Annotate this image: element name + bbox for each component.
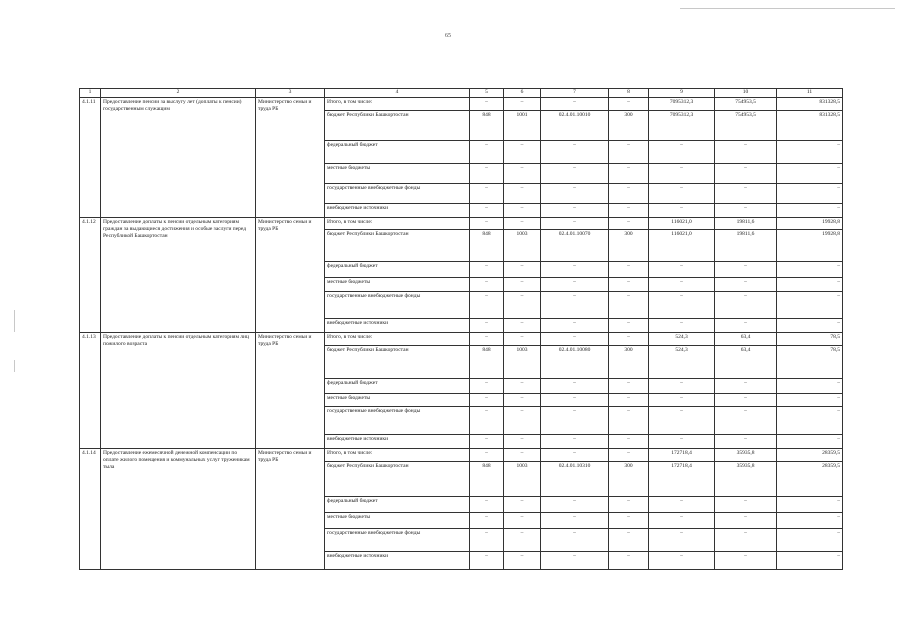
column-number-cell: 7 (541, 89, 609, 98)
value-cell-c5: – (470, 497, 504, 513)
value-cell-c5: – (470, 434, 504, 448)
value-cell-c7: 02.4.01.10310 (541, 462, 609, 497)
funding-source-cell: федеральный бюджет (325, 497, 470, 513)
value-cell-c11: 28359,5 (777, 462, 843, 497)
value-cell-c9: 524,3 (649, 332, 715, 346)
value-cell-c10: – (715, 318, 777, 332)
value-cell-c5: – (470, 407, 504, 434)
value-cell-c8: – (609, 448, 649, 462)
value-cell-c6: 1003 (504, 462, 541, 497)
value-cell-c7: – (541, 407, 609, 434)
value-cell-c11: 19928,8 (777, 217, 843, 230)
value-cell-c6: – (504, 140, 541, 163)
value-cell-c9: – (649, 551, 715, 569)
value-cell-c11: – (777, 140, 843, 163)
value-cell-c9: – (649, 184, 715, 204)
value-cell-c11: – (777, 379, 843, 394)
column-number-row (80, 89, 843, 98)
value-cell-c11: – (777, 163, 843, 183)
table-row (80, 97, 843, 111)
value-cell-c8: – (609, 163, 649, 183)
value-cell-c6: – (504, 379, 541, 394)
value-cell-c8: – (609, 184, 649, 204)
executor-cell: Министерство семьи и труда РБ (256, 448, 325, 569)
value-cell-c10: – (715, 204, 777, 218)
funding-source-cell: бюджет Республики Башкортостан (325, 111, 470, 141)
value-cell-c7: 02.4.01.10080 (541, 346, 609, 379)
value-cell-c7: – (541, 528, 609, 551)
value-cell-c8: – (609, 512, 649, 528)
value-cell-c5: – (470, 291, 504, 318)
value-cell-c5: – (470, 512, 504, 528)
table-row (80, 332, 843, 346)
item-name-cell: Предоставление доплаты к пенсии отдельным категориям лиц пожилого возраста (101, 332, 256, 448)
funding-source-cell: государственные внебюджетные фонды (325, 184, 470, 204)
value-cell-c6: 1003 (504, 230, 541, 262)
value-cell-c7: – (541, 512, 609, 528)
top-rule (680, 8, 895, 9)
value-cell-c6: – (504, 262, 541, 278)
value-cell-c7: – (541, 291, 609, 318)
value-cell-c10: 35935,8 (715, 448, 777, 462)
value-cell-c11: 78,5 (777, 346, 843, 379)
value-cell-c6: 1003 (504, 346, 541, 379)
value-cell-c6: – (504, 184, 541, 204)
value-cell-c10: – (715, 379, 777, 394)
value-cell-c9: 7095312,3 (649, 111, 715, 141)
value-cell-c7: – (541, 332, 609, 346)
item-name-cell: Предоставление ежемесячной денежной компенсации по оплате жилого помещения и коммунальных услуг труженикам тыла (101, 448, 256, 569)
value-cell-c5: – (470, 332, 504, 346)
value-cell-c7: 02.4.01.10070 (541, 230, 609, 262)
value-cell-c9: 116021,0 (649, 217, 715, 230)
value-cell-c5: – (470, 262, 504, 278)
column-number-cell: 8 (609, 89, 649, 98)
value-cell-c8: – (609, 97, 649, 111)
value-cell-c8: 300 (609, 346, 649, 379)
value-cell-c5: – (470, 277, 504, 291)
value-cell-c6: – (504, 497, 541, 513)
value-cell-c6: 1001 (504, 111, 541, 141)
column-number-cell: 6 (504, 89, 541, 98)
funding-source-cell: внебюджетные источники (325, 318, 470, 332)
item-code-cell: 4.1.13 (80, 332, 101, 448)
value-cell-c11: – (777, 528, 843, 551)
value-cell-c9: 172718,4 (649, 448, 715, 462)
value-cell-c6: – (504, 551, 541, 569)
value-cell-c11: – (777, 497, 843, 513)
value-cell-c10: – (715, 497, 777, 513)
funding-source-cell: внебюджетные источники (325, 551, 470, 569)
value-cell-c10: – (715, 262, 777, 278)
value-cell-c5: – (470, 184, 504, 204)
value-cell-c7: – (541, 393, 609, 407)
funding-source-cell: Итого, в том числе: (325, 97, 470, 111)
item-code-cell: 4.1.11 (80, 97, 101, 217)
value-cell-c10: – (715, 407, 777, 434)
value-cell-c10: – (715, 551, 777, 569)
value-cell-c5: 848 (470, 111, 504, 141)
value-cell-c7: – (541, 434, 609, 448)
value-cell-c6: – (504, 393, 541, 407)
value-cell-c7: – (541, 551, 609, 569)
funding-source-cell: Итого, в том числе: (325, 448, 470, 462)
value-cell-c9: – (649, 528, 715, 551)
value-cell-c9: – (649, 512, 715, 528)
value-cell-c5: – (470, 140, 504, 163)
value-cell-c8: 300 (609, 462, 649, 497)
value-cell-c6: – (504, 217, 541, 230)
value-cell-c11: – (777, 291, 843, 318)
funding-source-cell: внебюджетные источники (325, 434, 470, 448)
value-cell-c9: – (649, 393, 715, 407)
value-cell-c10: – (715, 184, 777, 204)
column-number-cell: 3 (256, 89, 325, 98)
value-cell-c7: – (541, 379, 609, 394)
value-cell-c8: – (609, 393, 649, 407)
value-cell-c10: – (715, 528, 777, 551)
value-cell-c9: – (649, 277, 715, 291)
value-cell-c5: – (470, 97, 504, 111)
value-cell-c10: – (715, 434, 777, 448)
value-cell-c11: 831328,5 (777, 111, 843, 141)
value-cell-c7: – (541, 277, 609, 291)
value-cell-c10: – (715, 163, 777, 183)
funding-source-cell: местные бюджеты (325, 277, 470, 291)
value-cell-c8: – (609, 379, 649, 394)
value-cell-c6: – (504, 163, 541, 183)
funding-source-cell: внебюджетные источники (325, 204, 470, 218)
value-cell-c10: 63,4 (715, 332, 777, 346)
value-cell-c9: – (649, 291, 715, 318)
value-cell-c5: – (470, 528, 504, 551)
value-cell-c6: – (504, 448, 541, 462)
value-cell-c9: 524,3 (649, 346, 715, 379)
column-number-cell: 1 (80, 89, 101, 98)
value-cell-c11: – (777, 434, 843, 448)
column-number-cell: 5 (470, 89, 504, 98)
value-cell-c7: – (541, 448, 609, 462)
value-cell-c6: – (504, 407, 541, 434)
value-cell-c8: – (609, 551, 649, 569)
value-cell-c9: 7095312,3 (649, 97, 715, 111)
value-cell-c11: 28359,5 (777, 448, 843, 462)
value-cell-c5: 848 (470, 346, 504, 379)
executor-cell: Министерство семьи и труда РБ (256, 97, 325, 217)
value-cell-c9: – (649, 140, 715, 163)
value-cell-c8: – (609, 497, 649, 513)
value-cell-c9: – (649, 434, 715, 448)
funding-source-cell: бюджет Республики Башкортостан (325, 346, 470, 379)
value-cell-c6: – (504, 97, 541, 111)
value-cell-c5: – (470, 163, 504, 183)
left-margin-mark (14, 310, 15, 332)
value-cell-c11: – (777, 318, 843, 332)
value-cell-c7: – (541, 318, 609, 332)
value-cell-c7: – (541, 497, 609, 513)
value-cell-c11: – (777, 277, 843, 291)
funding-source-cell: государственные внебюджетные фонды (325, 407, 470, 434)
value-cell-c7: – (541, 184, 609, 204)
value-cell-c9: – (649, 163, 715, 183)
value-cell-c10: – (715, 277, 777, 291)
value-cell-c6: – (504, 291, 541, 318)
value-cell-c5: – (470, 551, 504, 569)
value-cell-c9: – (649, 497, 715, 513)
value-cell-c5: – (470, 393, 504, 407)
value-cell-c5: – (470, 318, 504, 332)
value-cell-c11: – (777, 393, 843, 407)
funding-source-cell: федеральный бюджет (325, 262, 470, 278)
value-cell-c8: 300 (609, 111, 649, 141)
value-cell-c10: – (715, 140, 777, 163)
value-cell-c11: 78,5 (777, 332, 843, 346)
value-cell-c6: – (504, 332, 541, 346)
value-cell-c8: – (609, 277, 649, 291)
funding-source-cell: федеральный бюджет (325, 140, 470, 163)
value-cell-c9: – (649, 318, 715, 332)
funding-source-cell: бюджет Республики Башкортостан (325, 462, 470, 497)
value-cell-c9: – (649, 379, 715, 394)
value-cell-c9: 172718,4 (649, 462, 715, 497)
value-cell-c10: 754953,5 (715, 97, 777, 111)
value-cell-c8: – (609, 204, 649, 218)
value-cell-c5: – (470, 448, 504, 462)
funding-source-cell: Итого, в том числе: (325, 217, 470, 230)
table-row (80, 217, 843, 230)
value-cell-c11: – (777, 262, 843, 278)
value-cell-c8: – (609, 291, 649, 318)
value-cell-c8: – (609, 434, 649, 448)
funding-source-cell: местные бюджеты (325, 163, 470, 183)
value-cell-c5: 848 (470, 230, 504, 262)
value-cell-c10: 63,4 (715, 346, 777, 379)
value-cell-c11: – (777, 184, 843, 204)
value-cell-c9: – (649, 204, 715, 218)
value-cell-c10: 19811,6 (715, 230, 777, 262)
column-number-cell: 2 (101, 89, 256, 98)
item-name-cell: Предоставление пенсии за выслугу лет (доплаты к пенсии) государственным служащим (101, 97, 256, 217)
value-cell-c10: 754953,5 (715, 111, 777, 141)
value-cell-c7: – (541, 140, 609, 163)
funding-source-cell: государственные внебюджетные фонды (325, 528, 470, 551)
value-cell-c8: – (609, 407, 649, 434)
item-code-cell: 4.1.14 (80, 448, 101, 569)
value-cell-c11: – (777, 204, 843, 218)
value-cell-c7: – (541, 262, 609, 278)
value-cell-c5: – (470, 204, 504, 218)
value-cell-c6: – (504, 512, 541, 528)
value-cell-c8: – (609, 140, 649, 163)
value-cell-c8: – (609, 332, 649, 346)
value-cell-c6: – (504, 434, 541, 448)
value-cell-c7: – (541, 217, 609, 230)
value-cell-c8: 300 (609, 230, 649, 262)
value-cell-c7: 02.4.01.10010 (541, 111, 609, 141)
value-cell-c10: – (715, 512, 777, 528)
value-cell-c9: – (649, 407, 715, 434)
value-cell-c7: – (541, 97, 609, 111)
funding-source-cell: государственные внебюджетные фонды (325, 291, 470, 318)
table-row (80, 448, 843, 462)
column-number-cell: 4 (325, 89, 470, 98)
value-cell-c8: – (609, 262, 649, 278)
value-cell-c11: – (777, 551, 843, 569)
executor-cell: Министерство семьи и труда РБ (256, 217, 325, 332)
value-cell-c8: – (609, 217, 649, 230)
funding-source-cell: местные бюджеты (325, 393, 470, 407)
value-cell-c10: 35935,8 (715, 462, 777, 497)
value-cell-c10: 19811,6 (715, 217, 777, 230)
value-cell-c11: 19928,8 (777, 230, 843, 262)
value-cell-c8: – (609, 528, 649, 551)
funding-source-cell: Итого, в том числе: (325, 332, 470, 346)
value-cell-c5: – (470, 217, 504, 230)
column-number-cell: 10 (715, 89, 777, 98)
page-number: 65 (445, 33, 451, 39)
item-code-cell: 4.1.12 (80, 217, 101, 332)
funding-source-cell: местные бюджеты (325, 512, 470, 528)
budget-table (79, 88, 843, 570)
value-cell-c7: – (541, 163, 609, 183)
value-cell-c6: – (504, 318, 541, 332)
value-cell-c11: – (777, 407, 843, 434)
value-cell-c9: – (649, 262, 715, 278)
value-cell-c5: – (470, 379, 504, 394)
value-cell-c7: – (541, 204, 609, 218)
value-cell-c6: – (504, 204, 541, 218)
item-name-cell: Предоставление доплаты к пенсии отдельным категориям граждан за выдающиеся достижения и особые заслуги перед Республикой Башкортостан (101, 217, 256, 332)
funding-source-cell: федеральный бюджет (325, 379, 470, 394)
value-cell-c10: – (715, 393, 777, 407)
value-cell-c6: – (504, 528, 541, 551)
column-number-cell: 9 (649, 89, 715, 98)
value-cell-c9: 116021,0 (649, 230, 715, 262)
executor-cell: Министерство семьи и труда РБ (256, 332, 325, 448)
value-cell-c11: 831328,5 (777, 97, 843, 111)
value-cell-c6: – (504, 277, 541, 291)
value-cell-c5: 848 (470, 462, 504, 497)
column-number-cell: 11 (777, 89, 843, 98)
funding-source-cell: бюджет Республики Башкортостан (325, 230, 470, 262)
value-cell-c10: – (715, 291, 777, 318)
left-margin-mark (14, 360, 15, 372)
value-cell-c11: – (777, 512, 843, 528)
value-cell-c8: – (609, 318, 649, 332)
